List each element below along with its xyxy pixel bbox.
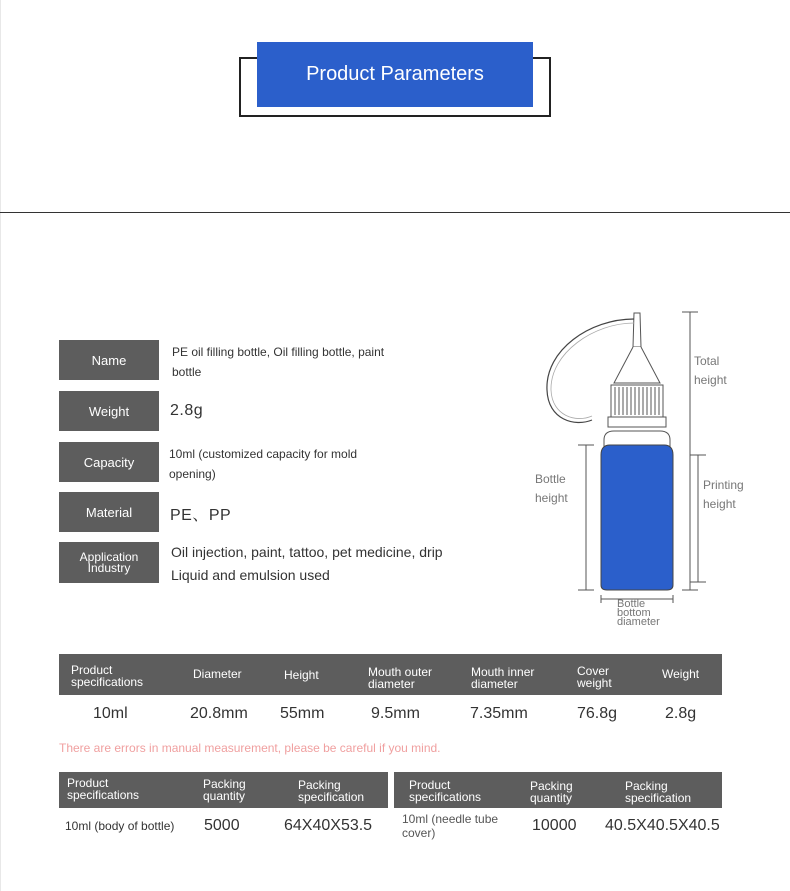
printing-height-label bbox=[703, 476, 744, 514]
spec-header-diameter: Diameter bbox=[193, 667, 242, 681]
param-label-application-line2: Industry bbox=[87, 560, 131, 575]
spec-cell-weight: 2.8g bbox=[665, 705, 697, 722]
param-value-name: PE oil filling bottle, Oil filling bottle, paint bottle bbox=[172, 345, 385, 379]
spec-cell-product: 10ml bbox=[93, 705, 128, 722]
bottle-height-line bbox=[578, 445, 594, 590]
packing-right-header-spec: Packing specification bbox=[625, 779, 692, 805]
packing-left-cell-product: 10ml (body of bottle) bbox=[65, 819, 175, 833]
page-title-text: Product Parameters bbox=[306, 63, 484, 85]
param-value-material: PE、PP bbox=[170, 507, 232, 524]
param-label-name: Name bbox=[59, 340, 159, 380]
packing-right-cell-product bbox=[402, 812, 498, 840]
bottle-height-label bbox=[535, 470, 568, 508]
param-value-application-line1: Oil injection, paint, tattoo, pet medicine, drip bbox=[171, 544, 443, 560]
param-label-capacity: Capacity bbox=[59, 442, 159, 482]
bottom-diameter-line2: bottom bbox=[617, 607, 651, 619]
bottle-body bbox=[601, 445, 673, 590]
page-edge bbox=[0, 0, 1, 891]
packing-right-cell-quantity: 10000 bbox=[532, 817, 577, 834]
cap-ring bbox=[608, 417, 666, 427]
bottom-diameter-line3: diameter bbox=[617, 616, 660, 628]
packing-left-header bbox=[59, 772, 388, 808]
spec-header-cover-weight: Cover weight bbox=[577, 664, 612, 690]
param-label-application-line1: Application bbox=[79, 549, 139, 564]
packing-right-cell-spec: 40.5X40.5X40.5 bbox=[605, 817, 720, 834]
spec-cell-height: 55mm bbox=[280, 705, 325, 722]
printing-height-line bbox=[690, 455, 706, 582]
spec-header-weight: Weight bbox=[662, 667, 700, 681]
packing-right-header bbox=[394, 772, 722, 808]
total-height-line1: Total bbox=[694, 354, 720, 368]
packing-left-header-product: Product specifications bbox=[67, 776, 140, 802]
spec-header-product: Product specifications bbox=[71, 663, 144, 689]
packing-right-cell-product-line1: 10ml (needle tube bbox=[402, 812, 499, 826]
bottle-height-line1: Bottle bbox=[535, 472, 566, 486]
printing-height-line2: height bbox=[703, 497, 736, 511]
spec-header-mouth-inner: Mouth inner diameter bbox=[471, 665, 535, 691]
param-value-application bbox=[171, 541, 443, 587]
param-label-weight: Weight bbox=[59, 391, 159, 431]
packing-left-cell-quantity: 5000 bbox=[204, 817, 240, 834]
packing-right-cell-product-line2: cover) bbox=[402, 826, 436, 840]
bottom-diameter-line1: Bottle bbox=[617, 598, 646, 610]
bottom-diameter-label bbox=[617, 600, 660, 627]
param-label-application bbox=[59, 542, 159, 583]
param-value-capacity: 10ml (customized capacity for mold opening) bbox=[169, 447, 358, 481]
packing-right-header-product: Product specifications bbox=[409, 778, 482, 804]
total-height-line2: height bbox=[694, 373, 727, 387]
packing-left-header-quantity: Packing quantity bbox=[203, 777, 246, 803]
spec-header-height: Height bbox=[284, 668, 319, 682]
bottle-height-line2: height bbox=[535, 491, 568, 505]
param-value-application-line2: Liquid and emulsion used bbox=[171, 567, 330, 583]
printing-height-line1: Printing bbox=[703, 478, 744, 492]
spec-cell-mouth-outer: 9.5mm bbox=[371, 705, 420, 722]
param-value-weight: 2.8g bbox=[170, 402, 204, 419]
spec-cell-diameter: 20.8mm bbox=[190, 705, 248, 722]
param-label-material: Material bbox=[59, 492, 159, 532]
spec-cell-mouth-inner: 7.35mm bbox=[470, 705, 528, 722]
spec-cell-cover-weight: 76.8g bbox=[577, 705, 618, 722]
page-title bbox=[257, 42, 533, 107]
needle-cone bbox=[614, 347, 660, 383]
spec-table-header bbox=[59, 654, 722, 695]
packing-right-header-quantity: Packing quantity bbox=[530, 779, 573, 805]
packing-left-header-spec: Packing specification bbox=[298, 778, 365, 804]
measurement-note: There are errors in manual measurement, please be careful if you mind. bbox=[59, 741, 441, 755]
needle-tip bbox=[633, 313, 641, 347]
packing-left-cell-spec: 64X40X53.5 bbox=[284, 817, 373, 834]
spec-header-mouth-outer: Mouth outer diameter bbox=[368, 665, 433, 691]
total-height-label bbox=[694, 352, 727, 390]
section-divider bbox=[0, 212, 790, 213]
